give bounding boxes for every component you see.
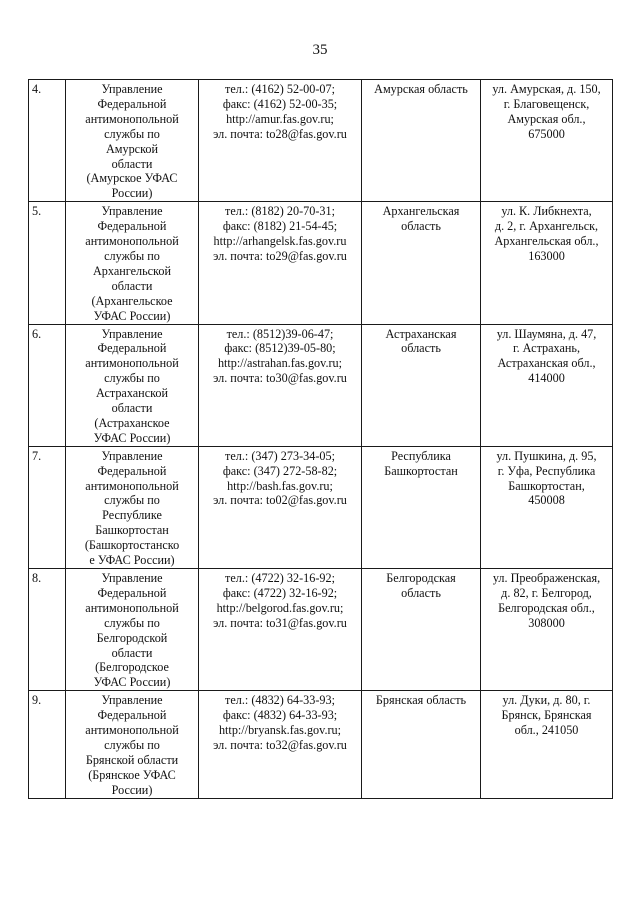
office-name-line: службы по: [104, 248, 160, 263]
office-name-line: службы по: [104, 615, 160, 630]
office-name-line: Управление: [101, 326, 163, 341]
row-number: 6.: [29, 324, 66, 446]
office-name-cell: [66, 569, 199, 691]
contact-line: http://amur.fas.gov.ru;: [226, 111, 334, 126]
contact-line: http://astrahan.fas.gov.ru;: [217, 356, 343, 371]
fas-offices-table: [28, 79, 613, 799]
office-name-cell: [66, 324, 199, 446]
office-name-line: Управление: [101, 448, 163, 463]
office-name-line: службы по: [104, 737, 160, 752]
office-name-line: области: [111, 278, 153, 293]
row-number: 5.: [29, 202, 66, 324]
contact-line: факс: (4722) 32-16-92;: [222, 585, 338, 600]
office-name-line: Белгородской: [96, 630, 168, 645]
row-number: 9.: [29, 691, 66, 798]
contact-line: эл. почта: to29@fas.gov.ru: [213, 248, 347, 263]
table-row: [29, 80, 613, 202]
region-cell: [362, 202, 481, 324]
contacts-cell: [199, 691, 362, 798]
table-body: [29, 80, 613, 799]
office-name-line: Федеральной: [97, 708, 167, 723]
contact-line: тел.: (347) 273-34-05;: [225, 448, 335, 463]
office-name-line: антимонопольной: [85, 111, 179, 126]
office-name-line: УФАС России): [93, 430, 171, 445]
address-cell: [481, 569, 613, 691]
row-number: 8.: [29, 569, 66, 691]
office-name-line: антимонопольной: [85, 723, 179, 738]
office-name-line: Управление: [101, 82, 163, 96]
office-name-cell: [66, 446, 199, 568]
office-name-line: антимонопольной: [85, 356, 179, 371]
contact-line: факс: (4162) 52-00-35;: [222, 96, 338, 111]
office-name-line: области: [111, 645, 153, 660]
region-line: Амурская область: [374, 82, 468, 96]
office-name-line: (Башкортостанско: [84, 538, 180, 553]
address-line: ул. Шаумяна, д. 47,: [496, 326, 597, 341]
contact-line: факс: (8182) 21-54-45;: [222, 219, 338, 234]
region-line: Республика: [391, 448, 451, 463]
address-line: 308000: [528, 615, 565, 630]
address-line: Архангельская обл.,: [494, 234, 599, 249]
contact-line: http://bryansk.fas.gov.ru;: [218, 723, 342, 738]
address-line: г. Благовещенск,: [503, 96, 590, 111]
office-name-cell: [66, 691, 199, 798]
office-name-line: Управление: [101, 571, 163, 585]
office-name-line: антимонопольной: [85, 600, 179, 615]
office-name-line: УФАС России): [93, 308, 171, 323]
contact-line: факс: (4832) 64-33-93;: [222, 708, 338, 723]
office-name-line: Федеральной: [97, 463, 167, 478]
office-name-line: (Архангельское: [91, 293, 173, 308]
office-name-line: Башкортостан: [95, 523, 169, 538]
contact-line: эл. почта: to02@fas.gov.ru: [213, 493, 347, 508]
region-cell: [362, 324, 481, 446]
address-cell: [481, 80, 613, 202]
office-name-line: Брянской области: [85, 752, 179, 767]
office-name-line: (Амурское УФАС: [86, 171, 178, 186]
address-line: обл., 241050: [514, 723, 579, 738]
office-name-line: Федеральной: [97, 96, 167, 111]
office-name-line: (Астраханское: [94, 415, 170, 430]
address-line: 675000: [528, 126, 565, 141]
address-line: Астраханская обл.,: [497, 356, 596, 371]
office-name-cell: [66, 202, 199, 324]
address-line: ул. Преображенская,: [492, 571, 601, 585]
contact-line: http://bash.fas.gov.ru;: [227, 478, 333, 493]
contacts-cell: [199, 324, 362, 446]
address-line: г. Астрахань,: [512, 341, 581, 356]
region-cell: [362, 80, 481, 202]
address-line: 414000: [528, 371, 565, 386]
table-row: [29, 569, 613, 691]
address-cell: [481, 691, 613, 798]
office-name-line: Управление: [101, 693, 163, 708]
region-cell: [362, 446, 481, 568]
contacts-cell: [199, 202, 362, 324]
office-name-line: службы по: [104, 493, 160, 508]
office-name-line: области: [111, 401, 153, 416]
address-line: Амурская обл.,: [507, 111, 586, 126]
contact-line: тел.: (4162) 52-00-07;: [225, 82, 335, 96]
office-name-line: антимонопольной: [85, 234, 179, 249]
address-cell: [481, 202, 613, 324]
contact-line: эл. почта: to30@fas.gov.ru: [213, 371, 347, 386]
address-line: Брянск, Брянская: [501, 708, 592, 723]
contacts-cell: [199, 446, 362, 568]
office-name-line: Федеральной: [97, 585, 167, 600]
contact-line: тел.: (4832) 64-33-93;: [225, 693, 335, 708]
address-line: Башкортостан,: [508, 478, 585, 493]
address-line: Белгородская обл.,: [498, 600, 595, 615]
table-row: [29, 324, 613, 446]
table-row: [29, 691, 613, 798]
row-number: 4.: [29, 80, 66, 202]
office-name-line: службы по: [104, 126, 160, 141]
contact-line: тел.: (4722) 32-16-92;: [225, 571, 335, 585]
table-row: [29, 446, 613, 568]
office-name-line: Республике: [102, 508, 162, 523]
office-name-line: Архангельской: [93, 263, 171, 278]
address-cell: [481, 446, 613, 568]
address-line: ул. Амурская, д. 150,: [492, 82, 601, 96]
contacts-cell: [199, 569, 362, 691]
region-line: Астраханская: [385, 326, 457, 341]
address-line: 450008: [528, 493, 565, 508]
address-line: ул. Пушкина, д. 95,: [496, 448, 597, 463]
region-cell: [362, 569, 481, 691]
office-name-line: (Белгородское: [95, 660, 169, 675]
region-line: Архангельская: [382, 204, 460, 219]
region-cell: [362, 691, 481, 798]
office-name-line: е УФАС России): [89, 553, 175, 568]
region-line: область: [401, 585, 441, 600]
contact-line: факс: (347) 272-58-82;: [222, 463, 338, 478]
office-name-line: России): [111, 782, 153, 797]
contacts-cell: [199, 80, 362, 202]
contact-line: эл. почта: to31@fas.gov.ru: [213, 615, 347, 630]
region-line: Брянская область: [375, 693, 467, 708]
office-name-line: области: [111, 156, 153, 171]
address-line: д. 82, г. Белгород,: [501, 585, 592, 600]
office-name-cell: [66, 80, 199, 202]
page-number: 35: [312, 42, 328, 58]
office-name-line: УФАС России): [93, 675, 171, 690]
contact-line: http://belgorod.fas.gov.ru;: [216, 600, 344, 615]
address-line: ул. Дуки, д. 80, г.: [502, 693, 591, 708]
office-name-line: Федеральной: [97, 341, 167, 356]
office-name-line: службы по: [104, 371, 160, 386]
address-cell: [481, 324, 613, 446]
contact-line: http://arhangelsk.fas.gov.ru: [213, 234, 347, 249]
office-name-line: Астраханской: [95, 386, 169, 401]
office-name-line: (Брянское УФАС: [88, 767, 176, 782]
region-line: область: [401, 341, 441, 356]
office-name-line: антимонопольной: [85, 478, 179, 493]
office-name-line: Федеральной: [97, 219, 167, 234]
address-line: г. Уфа, Республика: [497, 463, 596, 478]
address-line: 163000: [528, 248, 565, 263]
row-number: 7.: [29, 446, 66, 568]
region-line: область: [401, 219, 441, 234]
address-line: д. 2, г. Архангельск,: [494, 219, 599, 234]
region-line: Белгородская: [386, 571, 456, 585]
region-line: Башкортостан: [384, 463, 458, 478]
contact-line: эл. почта: to32@fas.gov.ru: [213, 737, 347, 752]
office-name-line: Амурской: [105, 141, 159, 156]
office-name-line: Управление: [101, 204, 163, 219]
contact-line: факс: (8512)39-05-80;: [224, 341, 336, 356]
contact-line: тел.: (8512)39-06-47;: [226, 326, 334, 341]
office-name-line: России): [111, 186, 153, 201]
address-line: ул. К. Либкнехта,: [501, 204, 592, 219]
contact-line: эл. почта: to28@fas.gov.ru: [213, 126, 347, 141]
contact-line: тел.: (8182) 20-70-31;: [225, 204, 335, 219]
table-row: [29, 202, 613, 324]
